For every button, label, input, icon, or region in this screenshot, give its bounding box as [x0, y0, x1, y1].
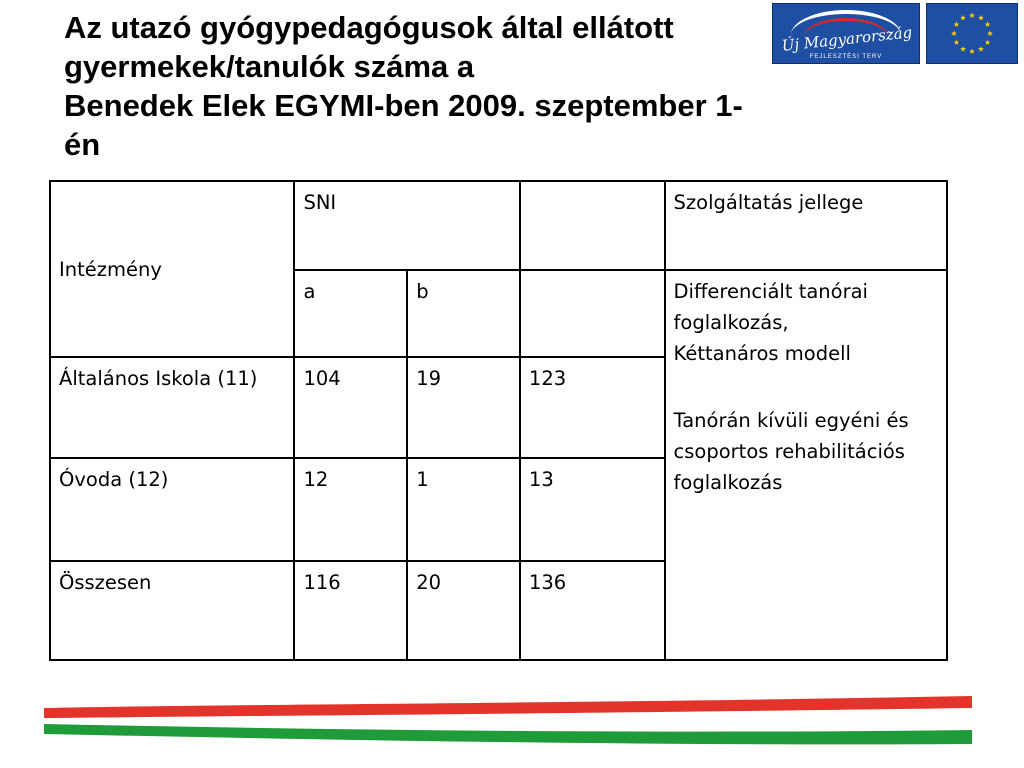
- row-total: 13: [520, 458, 665, 561]
- stripe-green: [44, 724, 972, 744]
- header-col-b-label: b: [416, 280, 429, 303]
- row-a: 12: [294, 458, 407, 561]
- service-line-1: Differenciált tanórai foglalkozás,: [673, 280, 868, 334]
- header-row-1: [50, 181, 947, 270]
- eu-star-icon: [951, 31, 957, 36]
- row-b: 19: [407, 357, 520, 458]
- row-label: Összesen: [50, 561, 294, 660]
- eu-star-icon: [985, 40, 991, 45]
- row-label: Óvoda (12): [50, 458, 294, 561]
- eu-star-icon: [960, 15, 966, 20]
- service-part-1: Kéttanáros modell: [673, 342, 851, 365]
- row-b: 20: [407, 561, 520, 660]
- service-description-cell: [665, 270, 947, 660]
- service-gap: [674, 369, 938, 405]
- header-col-b: [407, 270, 520, 357]
- logo-text: Új Magyarország: [780, 23, 914, 55]
- eu-star-icon: [985, 22, 991, 27]
- eu-star-icon: [954, 22, 960, 27]
- row-a: 116: [294, 561, 407, 660]
- eu-star-icon: [954, 40, 960, 45]
- eu-stars: [927, 4, 1017, 63]
- eu-star-icon: [969, 49, 975, 54]
- row-label: Általános Iskola (11): [50, 357, 294, 458]
- header-szolgaltatas-label: Szolgáltatás jellege: [673, 191, 864, 214]
- uj-magyarorszag-logo: [772, 3, 920, 64]
- title-line-4: én: [64, 127, 101, 162]
- eu-star-icon: [978, 15, 984, 20]
- eu-star-icon: [978, 46, 984, 51]
- header-intezmeny-label: Intézmény: [59, 257, 162, 281]
- header-col-a-label: a: [303, 280, 316, 303]
- eu-star-icon: [960, 46, 966, 51]
- service-part-2: Tanórán kívüli egyéni és csoportos rehabilitációs foglalkozás: [673, 409, 909, 494]
- logo-subtext: FEJLESZTÉSI TERV: [809, 54, 883, 60]
- logo-bar: [772, 3, 1018, 64]
- header-col-a: [294, 270, 407, 357]
- header-intezmeny: [50, 181, 294, 357]
- eu-star-icon: [987, 31, 993, 36]
- header-sni-label: SNI: [303, 191, 337, 214]
- footer-flag-stripes: [40, 690, 980, 750]
- stripe-red: [44, 696, 972, 718]
- eu-flag-icon: [926, 3, 1018, 64]
- eu-star-icon: [969, 13, 975, 18]
- row-total: 136: [520, 561, 665, 660]
- header-empty: [520, 181, 665, 270]
- flag-stripes-svg: [40, 690, 980, 750]
- title-line-3: Benedek Elek EGYMI-ben 2009. szeptember 1-: [64, 88, 743, 123]
- header-empty-2: [520, 270, 665, 357]
- header-szolgaltatas: [665, 181, 947, 270]
- row-total: 123: [520, 357, 665, 458]
- row-b: 1: [407, 458, 520, 561]
- header-sni: [294, 181, 519, 270]
- title-line-1: Az utazó gyógypedagógusok által ellátott: [64, 10, 674, 45]
- title-line-2: gyermekek/tanulók száma a: [64, 49, 475, 84]
- data-table: [49, 180, 948, 661]
- row-a: 104: [294, 357, 407, 458]
